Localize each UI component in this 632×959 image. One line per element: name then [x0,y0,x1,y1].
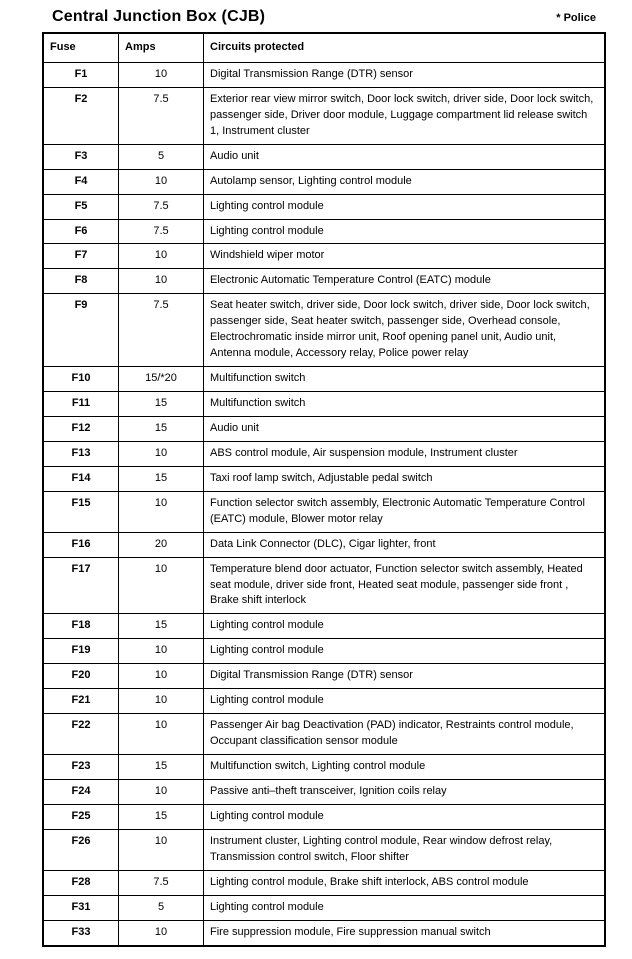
amps-cell: 10 [119,441,204,466]
fuse-cell: F10 [43,367,119,392]
fuse-cell: F6 [43,219,119,244]
circuits-cell: Data Link Connector (DLC), Cigar lighter, front [204,532,606,557]
amps-cell: 10 [119,639,204,664]
fuse-cell: F17 [43,557,119,614]
table-row [43,269,605,294]
amps-cell: 10 [119,244,204,269]
table-row [43,441,605,466]
amps-cell: 5 [119,144,204,169]
amps-cell: 10 [119,664,204,689]
table-row [43,829,605,870]
fuse-cell: F18 [43,614,119,639]
amps-cell: 15 [119,416,204,441]
table-row [43,491,605,532]
header-fuse: Fuse [43,33,119,62]
fuse-cell: F7 [43,244,119,269]
table-row [43,466,605,491]
fuse-table-body [43,62,605,945]
table-row [43,755,605,780]
circuits-cell: Lighting control module [204,639,606,664]
circuits-cell: Lighting control module [204,614,606,639]
amps-cell: 10 [119,62,204,87]
table-row [43,367,605,392]
circuits-cell: Passenger Air bag Deactivation (PAD) indicator, Restraints control module, Occupant classification sensor module [204,714,606,755]
table-row [43,689,605,714]
table-row [43,294,605,367]
circuits-cell: Lighting control module [204,804,606,829]
fuse-cell: F28 [43,870,119,895]
fuse-cell: F9 [43,294,119,367]
fuse-cell: F16 [43,532,119,557]
amps-cell: 15 [119,755,204,780]
table-row [43,416,605,441]
amps-cell: 15 [119,466,204,491]
header-amps: Amps [119,33,204,62]
fuse-cell: F31 [43,895,119,920]
fuse-cell: F5 [43,194,119,219]
amps-cell: 10 [119,779,204,804]
amps-cell: 10 [119,269,204,294]
fuse-cell: F4 [43,169,119,194]
fuse-cell: F1 [43,62,119,87]
fuse-cell: F12 [43,416,119,441]
circuits-cell: Instrument cluster, Lighting control module, Rear window defrost relay, Transmission control switch, Floor shifter [204,829,606,870]
table-row [43,664,605,689]
circuits-cell: Seat heater switch, driver side, Door lock switch, driver side, Door lock switch, passenger side, Seat heater switch, passenger side, Overhead console, Electrochromatic inside mirror unit, Roof opening panel unit, Audio unit, Antenna module, Accessory relay, Police power relay [204,294,606,367]
fuse-cell: F8 [43,269,119,294]
table-row [43,62,605,87]
fuse-cell: F25 [43,804,119,829]
circuits-cell: Exterior rear view mirror switch, Door lock switch, driver side, Door lock switch, passenger side, Driver door module, Luggage compartment lid release switch 1, Instrument cluster [204,87,606,144]
table-row [43,169,605,194]
table-row [43,870,605,895]
amps-cell: 10 [119,829,204,870]
fuse-cell: F15 [43,491,119,532]
table-row [43,144,605,169]
amps-cell: 10 [119,169,204,194]
circuits-cell: Multifunction switch [204,392,606,417]
circuits-cell: Temperature blend door actuator, Function selector switch assembly, Heated seat module, driver side front, Heated seat module, passenger side front , Brake shift interlock [204,557,606,614]
table-row [43,87,605,144]
table-row [43,532,605,557]
table-row [43,920,605,945]
fuse-cell: F14 [43,466,119,491]
amps-cell: 7.5 [119,870,204,895]
circuits-cell: Audio unit [204,416,606,441]
circuits-cell: Lighting control module [204,194,606,219]
table-row [43,614,605,639]
amps-cell: 15 [119,392,204,417]
circuits-cell: Lighting control module, Brake shift interlock, ABS control module [204,870,606,895]
circuits-cell: Lighting control module [204,689,606,714]
amps-cell: 7.5 [119,294,204,367]
table-row [43,639,605,664]
amps-cell: 15 [119,614,204,639]
fuse-cell: F21 [43,689,119,714]
amps-cell: 10 [119,920,204,945]
table-row [43,219,605,244]
police-note: * Police [556,12,596,24]
table-row [43,779,605,804]
fuse-cell: F20 [43,664,119,689]
amps-cell: 10 [119,491,204,532]
amps-cell: 10 [119,714,204,755]
table-row [43,895,605,920]
amps-cell: 5 [119,895,204,920]
circuits-cell: Lighting control module [204,895,606,920]
table-row [43,714,605,755]
fuse-table-head [43,33,605,62]
table-row [43,392,605,417]
circuits-cell: Digital Transmission Range (DTR) sensor [204,664,606,689]
amps-cell: 15/*20 [119,367,204,392]
amps-cell: 20 [119,532,204,557]
fuse-cell: F23 [43,755,119,780]
amps-cell: 7.5 [119,219,204,244]
circuits-cell: Multifunction switch [204,367,606,392]
amps-cell: 10 [119,557,204,614]
circuits-cell: Fire suppression module, Fire suppression manual switch [204,920,606,945]
amps-cell: 7.5 [119,87,204,144]
circuits-cell: Windshield wiper motor [204,244,606,269]
header-circuits: Circuits protected [204,33,606,62]
circuits-cell: Passive anti–theft transceiver, Ignition coils relay [204,779,606,804]
fuse-cell: F24 [43,779,119,804]
circuits-cell: Audio unit [204,144,606,169]
circuits-cell: ABS control module, Air suspension module, Instrument cluster [204,441,606,466]
circuits-cell: Taxi roof lamp switch, Adjustable pedal switch [204,466,606,491]
circuits-cell: Digital Transmission Range (DTR) sensor [204,62,606,87]
title-bar [42,6,606,32]
fuse-cell: F3 [43,144,119,169]
table-row [43,804,605,829]
circuits-cell: Multifunction switch, Lighting control module [204,755,606,780]
circuits-cell: Lighting control module [204,219,606,244]
table-row [43,244,605,269]
fuse-cell: F2 [43,87,119,144]
fuse-cell: F26 [43,829,119,870]
table-row [43,557,605,614]
fuse-cell: F22 [43,714,119,755]
circuits-cell: Function selector switch assembly, Electronic Automatic Temperature Control (EATC) module, Blower motor relay [204,491,606,532]
header-row [43,33,605,62]
fuse-cell: F11 [43,392,119,417]
amps-cell: 7.5 [119,194,204,219]
circuits-cell: Electronic Automatic Temperature Control (EATC) module [204,269,606,294]
amps-cell: 10 [119,689,204,714]
circuits-cell: Autolamp sensor, Lighting control module [204,169,606,194]
fuse-cell: F13 [43,441,119,466]
fuse-cell: F33 [43,920,119,945]
fuse-cell: F19 [43,639,119,664]
fuse-table [42,32,606,947]
page-title: Central Junction Box (CJB) [52,8,266,25]
table-row [43,194,605,219]
amps-cell: 15 [119,804,204,829]
